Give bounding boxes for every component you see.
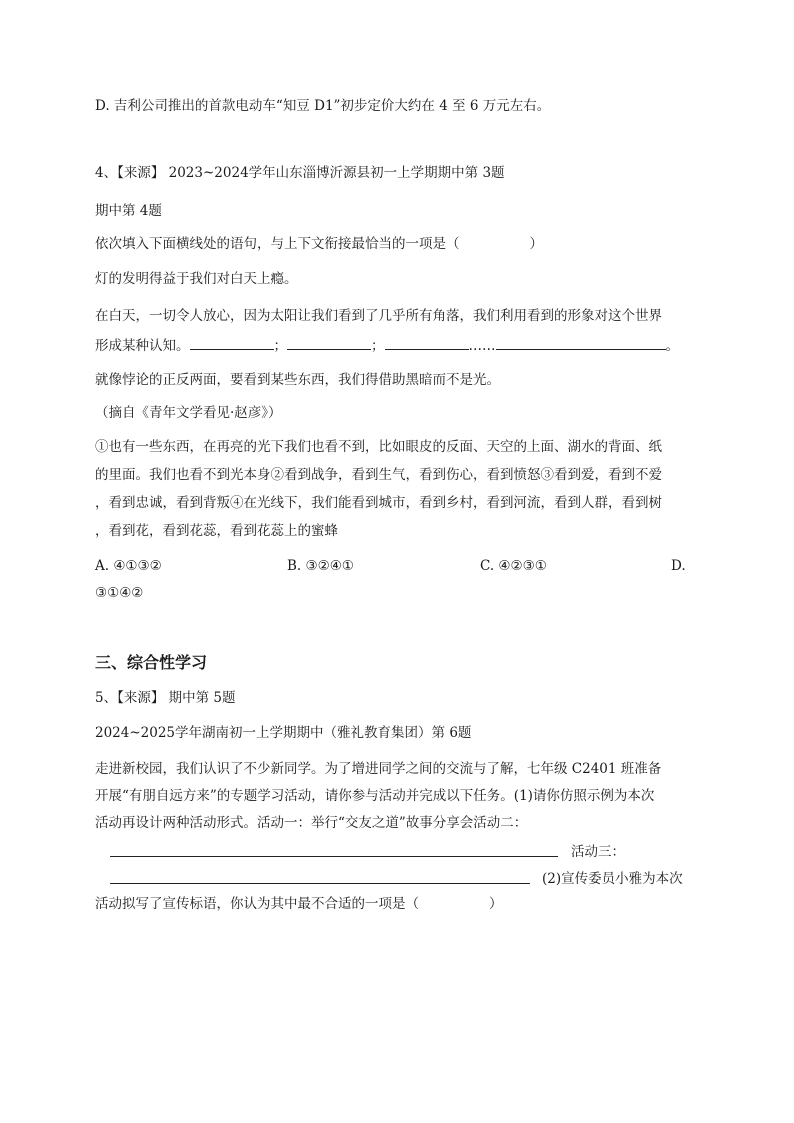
sep-3: ……: [468, 338, 496, 354]
activity-2-blank[interactable]: [110, 856, 558, 857]
choice-d-label[interactable]: D.: [671, 558, 686, 574]
sentence-group-line-4: ，看到花，看到花蕊，看到花蕊上的蜜蜂: [95, 523, 338, 539]
fill-blank-1[interactable]: [190, 335, 274, 350]
last-line-suffix: ）: [489, 896, 503, 912]
choice-d-value[interactable]: ③①④②: [95, 585, 144, 601]
line3-prefix: 形成某种认知。: [95, 338, 190, 354]
option-d-text: D. 吉利公司推出的首款电动车“知豆 D1”初步定价大约在 4 至 6 万元左右。: [95, 98, 551, 114]
question-5-line-1: 走进新校园，我们认识了不少新同学。为了增进同学之间的交流与了解，七年级 C2401 班准备: [95, 761, 662, 777]
question-4-stem: [95, 234, 543, 254]
stem-prefix: 依次填入下面横线处的语句，与上下文衔接最恰当的一项是（: [95, 236, 460, 252]
question-4-subsource: 期中第 4题: [95, 203, 162, 219]
question-5-subsource: 2024~2025学年湖南初一上学期期中（雅礼教育集团）第 6题: [95, 725, 472, 741]
last-line-prefix: 活动拟写了宣传标语，你认为其中最不合适的一项是（: [95, 896, 419, 912]
passage-line-3: [95, 335, 679, 356]
passage-line-1: 灯的发明得益于我们对白天上瘾。: [95, 271, 298, 287]
choice-c[interactable]: C. ④②③①: [480, 558, 547, 574]
choice-b[interactable]: B. ③②④①: [287, 558, 354, 574]
choice-a[interactable]: A. ④①③②: [95, 558, 162, 574]
sentence-group-line-3: ，看到忠诚，看到背叛④在光线下，我们能看到城市，看到乡村，看到河流，看到人群，看到树: [95, 495, 662, 511]
activity-3-blank[interactable]: [110, 883, 530, 884]
question-5-line-3: 活动再设计两种活动形式。活动一：举行“交友之道”故事分享会活动二：: [95, 815, 528, 831]
question-4-source: 4、【来源】 2023~2024学年山东淄博沂源县初一上学期期中第 3题: [95, 165, 505, 181]
stem-suffix: ）: [529, 236, 543, 252]
passage-citation: （摘自《青年文学看见·赵彦》）: [95, 405, 282, 421]
section-heading: 三、综合性学习: [95, 653, 208, 672]
sentence-group-line-1: ①也有一些东西，在再亮的光下我们也看不到，比如眼皮的反面、天空的上面、湖水的背面、纸: [95, 439, 662, 455]
sentence-group-line-2: 的里面。我们也看不到光本身②看到战争，看到生气，看到伤心，看到愤怒③看到爱，看到不爱: [95, 467, 662, 483]
question-5-line-2: 开展“有朋自远方来”的专题学习活动，请你参与活动并完成以下任务。(1)请你仿照示例为本次: [95, 788, 655, 804]
fill-blank-4[interactable]: [496, 335, 666, 350]
passage-line-2: 在白天，一切令人放心，因为太阳让我们看到了几乎所有角落，我们利用看到的形象对这个世界: [95, 308, 662, 324]
question-5-last-line: [95, 894, 503, 914]
fill-blank-2[interactable]: [287, 335, 371, 350]
passage-line-4: 就像悖论的正反两面，要看到某些东西，我们得借助黑暗而不是光。: [95, 372, 500, 388]
question-5-source: 5、【来源】 期中第 5题: [95, 690, 236, 706]
task-2-start: (2)宣传委员小雅为本次: [542, 871, 683, 887]
activity-3-label: 活动三：: [571, 844, 625, 860]
line3-end: 。: [665, 338, 679, 354]
sep-1: ；: [273, 338, 287, 354]
fill-blank-3[interactable]: [385, 335, 469, 350]
sep-2: ；: [371, 338, 385, 354]
